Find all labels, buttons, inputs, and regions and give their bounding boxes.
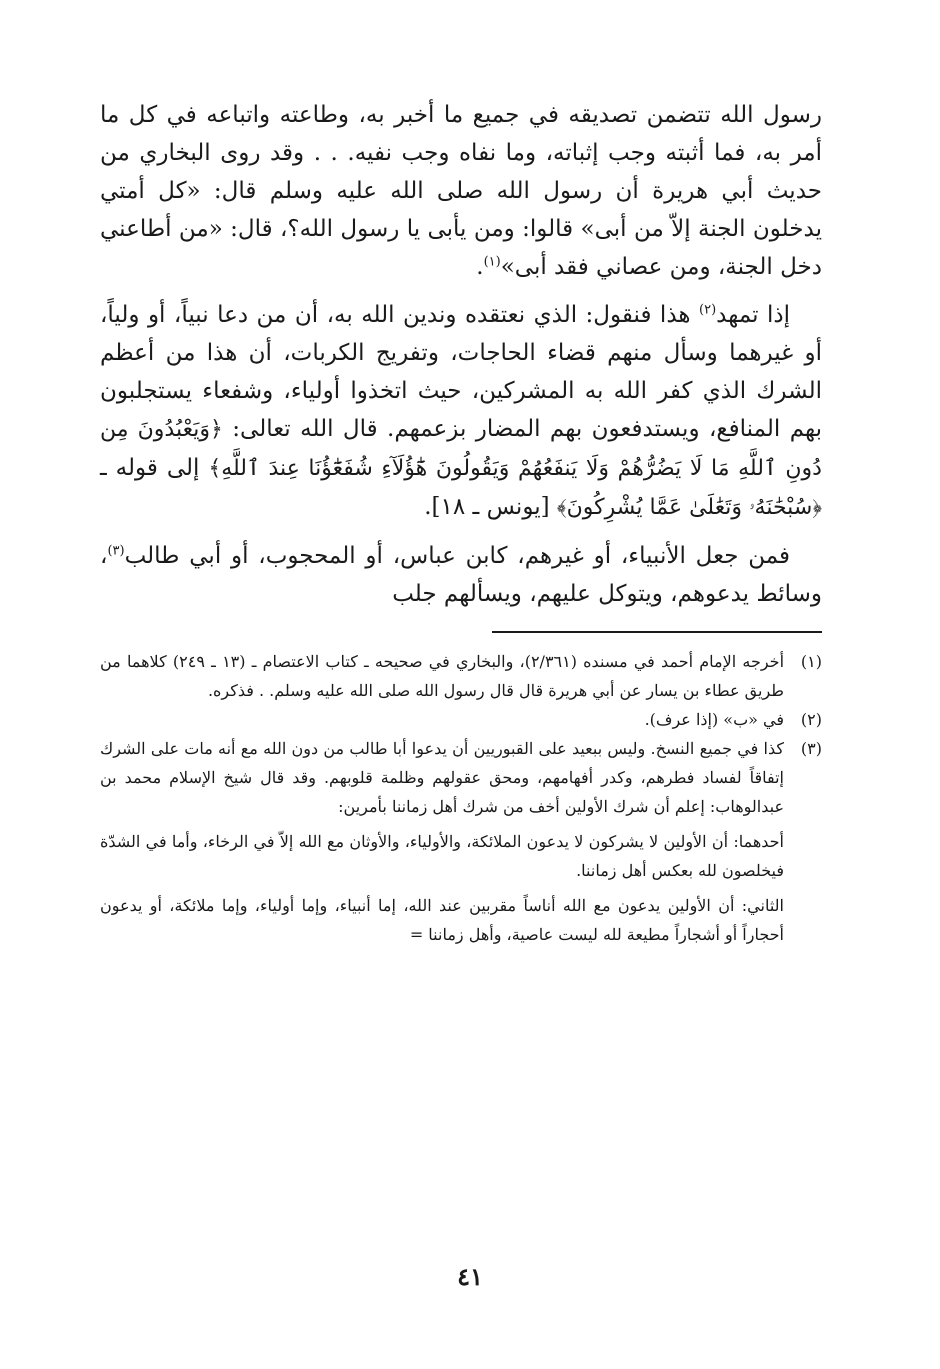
book-page [100, 96, 822, 949]
footnote-line: الثاني: أن الأولين يدعون مع الله أناساً مقربين عند الله، إما أنبياء، وإما أولياء، وإما ملائكة، أو يدعون أحجاراً أو أشجاراً مطيعة لله ليست عاصية، وأهل زماننا = [100, 896, 784, 944]
footnote-separator [492, 631, 822, 633]
quran-reference: [يونس ـ ١٨]. [424, 494, 557, 520]
paragraph-2-opening: إذا تمهد [716, 302, 791, 328]
footnote-ref-2: (٢) [699, 302, 717, 318]
paragraph-1-tail: . [476, 254, 484, 280]
paragraph-3-opening: فمن جعل الأنبياء، أو غيرهم، كابن عباس، أو المحجوب، أو أبي طالب [124, 543, 790, 569]
page-number: ٤١ [457, 1262, 483, 1291]
footnote-line: كذا في جميع النسخ. وليس ببعيد على القبوريين أن يدعوا أبا طالب من دون الله مع أنه مات على الشرك إتفاقاً لفساد فطرهم، وكدر أفهامهم، ومحق عقولهم وظلمة قلوبهم. وقد قال شيخ الإسلام محمد بن عبدالوهاب: إعلم أن شرك الأولين أخف من شرك أهل زماننا بأمرين: [100, 739, 785, 816]
footnote-number: (٢) [800, 710, 822, 729]
footnote-3 [100, 734, 822, 949]
paragraph-2-bridge: إلى قوله ـ [100, 455, 209, 481]
footnote-line: أخرجه الإمام أحمد في مسنده (٢/٣٦١)، والبخاري في صحيحه ـ كتاب الاعتصام ـ (١٣ ـ ٢٤٩) كلاهما من طريق عطاء بن يسار عن أبي هريرة قال قال رسول الله صلى الله عليه وسلم. . فذكره. [100, 652, 785, 700]
quran-verse-end: ﴿سُبْحَٰنَهُۥ وَتَعَٰلَىٰ عَمَّا يُشْرِكُونَ﴾ [556, 495, 822, 520]
footnotes [100, 647, 822, 949]
footnote-1 [100, 647, 822, 705]
footnote-text [100, 734, 784, 949]
footnote-ref-3: (٣) [107, 543, 125, 559]
paragraph-2 [100, 296, 822, 527]
paragraph-3-body: ، وسائط يدعوهم، ويتوكل عليهم، ويسألهم جلب [100, 543, 822, 607]
paragraph-2-body: هذا فنقول: الذي نعتقده وندين الله به، أن من دعا نبياً، أو ولياً، أو غيرهما وسأل منهم قضاء الحاجات، وتفريج الكربات، أن هذا من أعظم الشرك الذي كفر الله به المشركين، حيث اتخذوا أولياء، وشفعاء يستجلبون بهم المنافع، ويستدفعون بهم المضار بزعمهم. قال الله تعالى: [100, 302, 823, 442]
footnote-text [100, 647, 784, 705]
footnote-2 [100, 705, 822, 734]
footnote-line: أحدهما: أن الأولين لا يشركون لا يدعون الملائكة، والأولياء، والأوثان مع الله إلاّ في الرخاء، وأما في الشدّة فيخلصون لله بعكس أهل زماننا. [100, 832, 784, 880]
footnote-text [100, 705, 784, 734]
footnote-number: (٣) [800, 739, 822, 758]
footnote-number: (١) [800, 652, 822, 671]
quran-verse: ﴿وَيَعْبُدُونَ مِن دُونِ ٱللَّهِ مَا لَا يَضُرُّهُمْ وَلَا يَنفَعُهُمْ وَيَقُولُونَ هَٰٓؤُلَآءِ شُفَعَٰٓؤُنَا عِندَ ٱللَّهِ﴾ [100, 417, 822, 481]
main-text [100, 96, 822, 613]
paragraph-1 [100, 96, 822, 286]
footnote-ref-1: (١) [483, 254, 501, 270]
paragraph-1-text: رسول الله تتضمن تصديقه في جميع ما أخبر به، وطاعته واتباعه في كل ما أمر به، فما أثبته وجب إثباته، وما نفاه وجب نفيه. . . وقد روى البخاري من حديث أبي هريرة أن رسول الله صلى الله عليه وسلم قال: «كل أمتي يدخلون الجنة إلاّ من أبى» قالوا: ومن يأبى يا رسول الله؟، قال: «من أطاعني دخل الجنة، ومن عصاني فقد أبى» [100, 102, 822, 280]
paragraph-3 [100, 537, 822, 613]
footnote-line: في «ب» (إذا عرف). [644, 710, 784, 729]
